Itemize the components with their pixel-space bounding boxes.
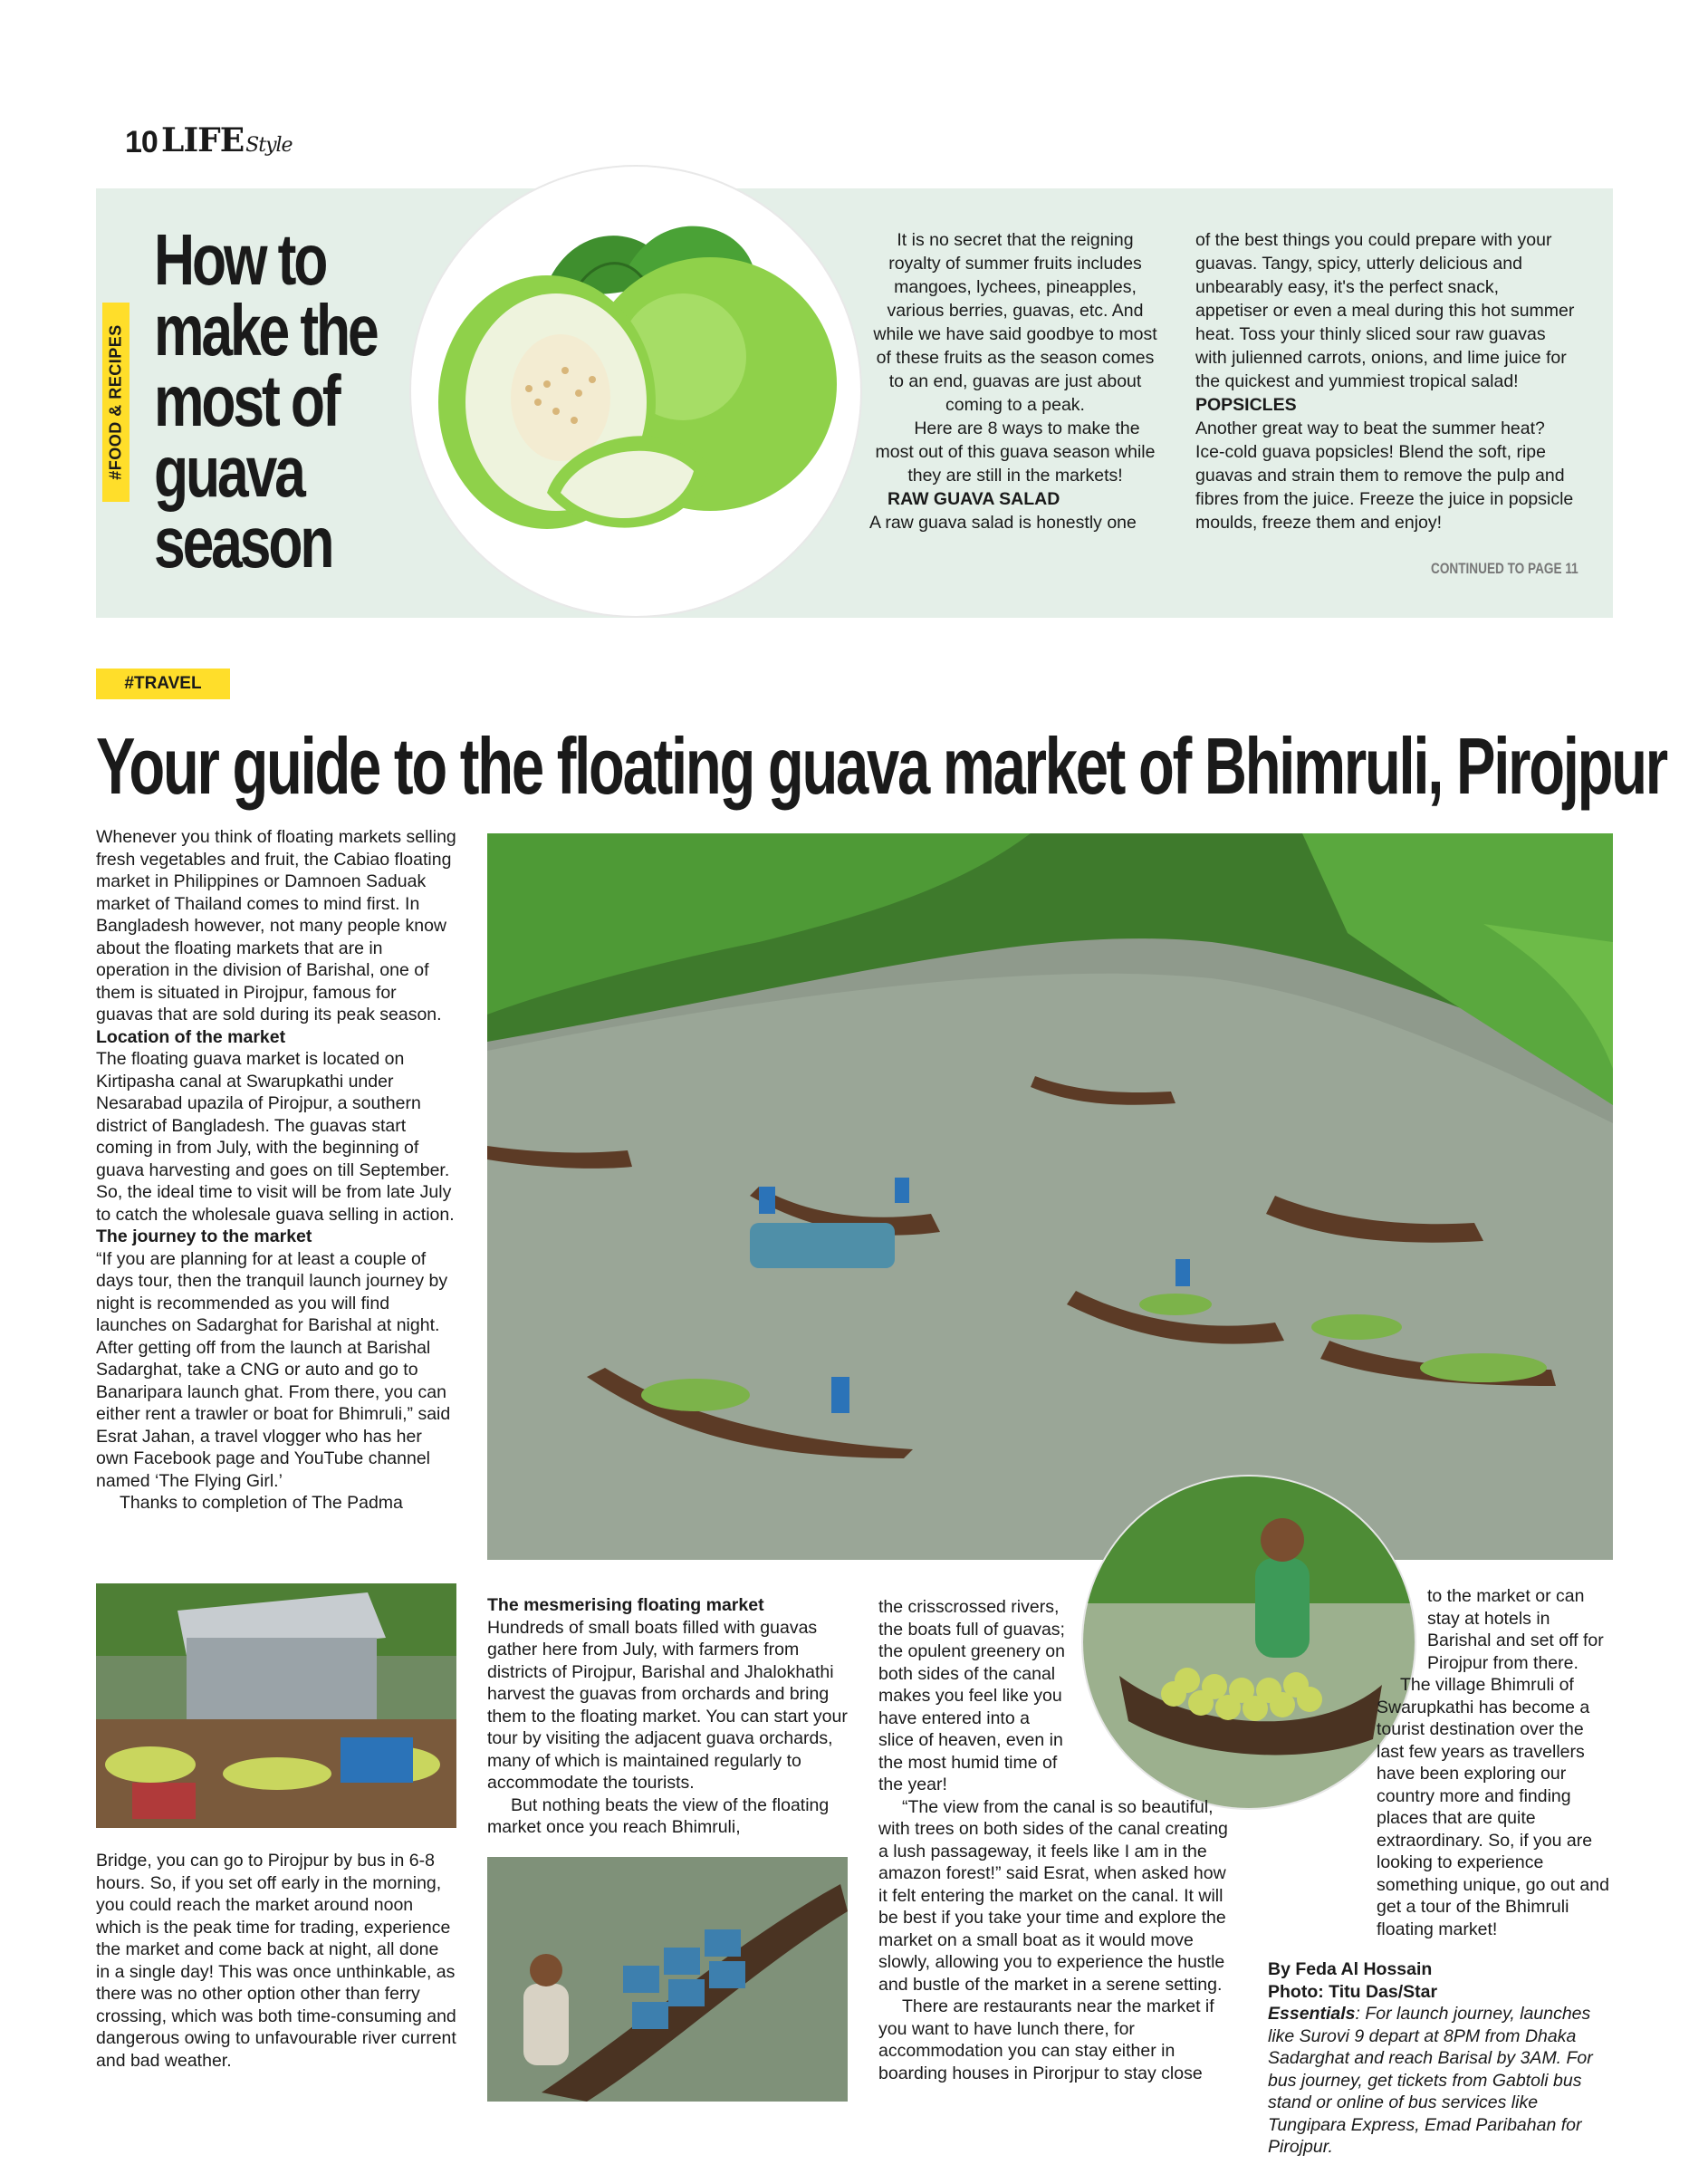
byline: By Feda Al Hossain	[1268, 1959, 1433, 1979]
guava-intro-paragraph-2: Here are 8 ways to make the most out of this guava season while they are still in the markets!	[875, 418, 1156, 486]
location-paragraph: The floating guava market is located on Kirtipasha canal at Swarupkathi under Nesarabad upazila of Pirojpur, a southern district of Bangladesh. The guavas start coming in from July, with the beginning of guava harvesting and goes on till September. So, the ideal time to visit will be from late July to catch the wholesale guava selling in action.	[96, 1049, 455, 1225]
intro-paragraph: Whenever you think of floating markets selling fresh vegetables and fruit, the Cabiao floating market in Philippines or Damnoen Saduak market of Thailand comes to mind first. In Bangladesh however, not many people know about the floating markets that are in operation in the division of Barishal, one of them is situated in Pirojpur, famous for guavas that are sold during its peak season.	[96, 827, 456, 1024]
market-stall-scene	[96, 1583, 456, 1828]
crate-boat-photo	[487, 1857, 848, 2102]
photo-credit: Photo: Titu Das/Star	[1268, 1981, 1438, 2002]
market-stall-photo	[96, 1583, 456, 1828]
floating-market-scene	[487, 833, 1613, 1560]
journey-heading: The journey to the market	[96, 1226, 312, 1246]
logo-text: LIFE	[161, 121, 245, 159]
location-heading: Location of the market	[96, 1026, 286, 1047]
travel-headline: Your guide to the floating guava market of Bhimruli, Pirojpur	[96, 721, 1666, 811]
guava-article-title: How to make the most of guava season	[154, 219, 377, 582]
travel-column-4	[1268, 1585, 1613, 2159]
essentials-box	[1268, 2003, 1613, 2159]
mesmerising-paragraph: Hundreds of small boats filled with guavas gather here from July, with farmers from districts of Pirojpur, Barishal and Jhalokhathi harvest the guavas from orchards and bring them to the floating market. You can start your tour by visiting the adjacent guava orchards, many of which is maintained regularly to accommodate the tourists.	[487, 1617, 848, 1793]
travel-column-1	[96, 826, 456, 1515]
crisscrossed-paragraph: the crisscrossed rivers, the boats full of guavas; the opulent greenery on both sides of the canal makes you feel like you have entered into a slice of heaven, even in the most humid time of the year!	[878, 1597, 1065, 1794]
guava-column-2	[1195, 228, 1576, 534]
hotels-paragraph: to the market or can stay at hotels in Barishal and set off for Pirojpur from there.	[1427, 1586, 1604, 1673]
raw-guava-salad-start: A raw guava salad is honestly one	[869, 513, 1137, 533]
raw-guava-salad-heading: RAW GUAVA SALAD	[888, 489, 1060, 509]
guava-column-1	[869, 228, 1161, 534]
raw-guava-salad-text: of the best things you could prepare with your guavas. Tangy, spicy, utterly delicious and unbearably easy, it's the perfect snack, appetiser or even a meal during this hot summer heat. Toss your thinly sliced sour raw guavas with julienned carrots, onions, and lime juice for the quickest and yummiest tropical salad!	[1195, 230, 1575, 391]
padma-bridge-paragraph: Bridge, you can go to Pirojpur by bus in 6-8 hours. So, if you set off early in the morning, you could reach the market around noon which is the peak time for trading, experience the market and come back at night, all done in a single day! This was once unthinkable, as there was no other option other than ferry crossing, which was both time-consuming and dangerous owing to unfavourable river current and bad weather.	[96, 1851, 456, 2071]
popsicles-text: Another great way to beat the summer heat? Ice-cold guava popsicles! Blend the soft, ripe guavas and strain them to remove the pulp and fibres from the juice. Freeze the juice in popsicle moulds, freeze them and enjoy!	[1195, 418, 1574, 533]
journey-paragraph-2: Thanks to completion of The Padma	[120, 1493, 403, 1513]
restaurants-paragraph: There are restaurants near the market if you want to have lunch there, for accommodation you can stay either in boarding houses in Pirorjpur to stay close	[878, 1996, 1214, 2083]
travel-column-3	[878, 1596, 1228, 2084]
essentials-label: Essentials	[1268, 2004, 1356, 2024]
page-number: 10	[125, 125, 158, 159]
popsicles-heading: POPSICLES	[1195, 395, 1297, 415]
journey-paragraph: “If you are planning for at least a couple of days tour, then the tranquil launch journey by night is recommended as you will find launches on Sadarghat for Barishal at night. After getting off from the launch at Barishal Sadarghat, take a CNG or auto and go to Banaripara launch ghat. From there, you can either rent a trawler or boat for Bhimruli,” said Esrat Jahan, a travel vlogger who has her own Facebook page and YouTube channel named ‘The Flying Girl.’	[96, 1248, 451, 1491]
guava-photo	[411, 167, 860, 616]
guava-illustration	[411, 167, 860, 616]
view-quote-paragraph: “The view from the canal is so beautiful, with trees on both sides of the canal creating a lush passageway, it feels like I am in the amazon forest!” said Esrat, when asked how it felt entering the market on the canal. It will be best if you take your time and explore the market on a small boat as it would move slowly, allowing you to experience the hustle and bustle of the market in a serene setting.	[878, 1796, 1228, 1995]
tourist-destination-paragraph: The village Bhimruli of Swarupkathi has become a tourist destination over the last few years as travellers have been exploring our country more and finding places that are quite extraordinary. So, if you are looking to experience something unique, go out and get a tour of the Bhimruli floating market!	[1377, 1675, 1609, 1939]
guava-intro-paragraph: It is no secret that the reigning royalty of summer fruits includes mangoes, lychees, pineapples, various berries, guavas, etc. And while we have said goodbye to most of these fruits as the season comes to an end, guavas are just about coming to a peak.	[873, 230, 1157, 415]
logo-suffix: Style	[245, 134, 293, 157]
food-recipes-tag	[102, 303, 130, 502]
food-recipes-tag-label: #FOOD & RECIPES	[106, 324, 125, 480]
travel-column-1-cont	[96, 1850, 456, 2072]
continued-link[interactable]: CONTINUED TO PAGE 11	[1431, 560, 1578, 577]
travel-tag: #TRAVEL	[96, 669, 230, 699]
publication-logo	[161, 121, 293, 159]
travel-column-2	[487, 1594, 848, 1839]
mesmerising-paragraph-2: But nothing beats the view of the floating market once you reach Bhimruli,	[487, 1794, 830, 1837]
floating-market-photo	[487, 833, 1613, 1560]
crate-boat-scene	[487, 1857, 848, 2102]
mesmerising-heading: The mesmerising floating market	[487, 1595, 764, 1615]
essentials-text: : For launch journey, launches like Surovi 9 depart at 8PM from Dhaka Sadarghat and reach Barisal by 3AM. For bus journey, get tickets from Gabtoli bus stand or online of bus services like Tungipara Express, Emad Paribahan for Pirojpur.	[1268, 2004, 1593, 2157]
